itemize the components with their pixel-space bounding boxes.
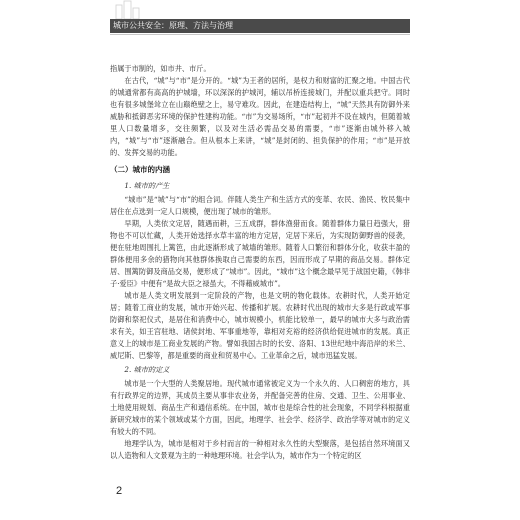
subsection-heading: 2. 城市的定义 xyxy=(124,365,170,374)
paragraph: 指属于市制的，如市井、市斤。 xyxy=(110,64,211,73)
paragraph: “城市”是“城”与“市”的组合词。伴随人类生产和生活方式的变革、农民、渔民、牧民集中居住在点选到一定人口规模，便出现了城市的雏形。 xyxy=(110,195,410,216)
paragraph: 在古代，“城”与“市”是分开的。“城”为王者的居所，是权力和财富的汇聚之地。中国古代的城通常都有高高的护城墙，环以深深的护城河，辅以吊桥连接城门，并配以重兵把守。同时也有很多城堡耸立在山巅绝壁之上，易守难攻。因此，在建造结构上，“城”天然具有防御外来威胁和抵御恶劣环境的保护性建构功能。“市”为交易场所，“市”起初并不设在城内，但随着城里人口数量增多，交往频繁，以及对生活必需品交易的需要，“市”逐渐由城外移入城内，“城”与“市”逐渐融合。但从根本上来讲，“城”是封闭的、担负保护的作用；“市”是开放的、发挥交易的功能。 xyxy=(110,76,410,157)
paragraph: 地理学认为，城市是相对于乡村而言的一种相对永久性的大型聚落，是包括自然环境面又以人造物和人文景观为主的一种地理环境。社会学认为，城市作为一个特定的区 xyxy=(110,439,410,460)
paragraph: 城市是一个大型的人类聚居地。现代城市通常被定义为一个永久的、人口稠密的地方，具有行政界定的边界，其成员主要从事非农业务，并配备完善的住房、交通、卫生、公用事业、土地使用规划、商品生产和通信系统。在中国，城市也是综合性的社会现象，不同学科根据重新研究城市的某个领域或某个方面，因此，地理学、社会学、经济学、政治学等对城市的定义有较大的不同。 xyxy=(110,379,410,436)
building-logo-icon xyxy=(115,0,141,19)
header-rule xyxy=(110,34,410,35)
paragraph: 城市是人类文明发展到一定阶段的产物，也是文明的物化载体。农耕时代，人类开始定居；随着工商业的发展，城市开始兴起、传播和扩展。农耕时代出现的城市大多是行政或军事防御和祭祀仪式，是居住和消费中心，城市规模小，机能比较单一，最早的城市大多与政治需求有关，如王宫驻地、诸侯封地、军事重地等，靠相对充裕的经济供给促进城市的发展。真正意义上的城市是工商业发展的产物。譬如我国古时的长安、洛阳、13世纪地中海沿岸的米兰、威尼斯、巴黎等，都是重要的商业和贸易中心。工业革命之后，城市迅猛发展。 xyxy=(110,291,410,360)
paragraph: 早期，人类依文定居，随遇而耕，三五成群，群体渔猎而食。随着群体力量日趋强大，猎物也不可以忙藏，人类开始选择水草丰富的地方定居，定居下来后，为实现防御野兽的侵袭，便在驻地周围扎上篱笆，由此逐渐形成了城墙的雏形。随着人口繁衍和群体分化，收获丰盈的群体便用多余的猎物向其他群体换取自己需要的东西，因而形成了早期的商品交易。群体定居、围篱防御及商品交易，便形成了“城市”。因此，“城市”这个概念最早见于战国史籍，《韩非子·爱臣》中便有“是故大臣之禄虽大，不得藉威城市”。 xyxy=(110,219,410,288)
section-heading: （二）城市的内涵 xyxy=(110,165,170,174)
page-body xyxy=(110,63,410,462)
running-head-title: 城市公共安全：原理、方法与治理 xyxy=(113,21,233,30)
page-number: 2 xyxy=(116,485,123,497)
page-header xyxy=(0,0,520,62)
subsection-heading: 1. 城市的产生 xyxy=(124,181,170,190)
